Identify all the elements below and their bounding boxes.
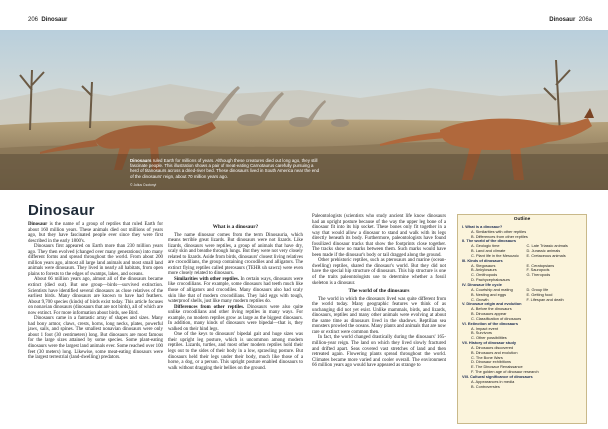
paragraph — [168, 305, 303, 333]
outline-item: B. Controversies — [471, 383, 500, 389]
subheading: Similarities with other reptiles. — [174, 276, 240, 282]
outline-item: A. Courtship and mating — [471, 286, 513, 292]
outline-item: C. Growth — [471, 296, 489, 302]
outline-item: D. Pachycephalosaurs — [471, 277, 510, 283]
paragraph: About 66 million years ago, almost all of the dinosaurs became extinct (died out). But one group—birds—survived extinction. Scientists have identified several dinosaurs as close relatives of the earliest birds. Many dinosaurs are known to have had feathers. About 9,700 species (kinds) of birds exist today. This article focuses on nonavian dinosaurs (dinosaurs that are not birds), all of which are now extinct. For more information about birds, see Bird. — [28, 277, 163, 316]
outline-item: D. Jurassic animals — [526, 248, 561, 254]
outline-section: VIII. Cultural significance of dinosaurs — [462, 374, 533, 379]
illustration-caption — [130, 158, 320, 179]
paragraph: Paleontologists (scientists who study ancient life know dinosaurs had an upright posture because of the way the upper leg bone of a dinosaur fit into its hip socket. These bones only fit together in a way that would allow a dinosaur to stand and walk with its legs directly beneath its body. Furthermore, paleontologists have found fossilized dinosaur tracks that show the footprints close together. The tracks show no marks between them. Such marks would have been made if the dinosaur's body or tail dragged along the ground. — [312, 214, 446, 258]
article-title: Dinosaur — [28, 202, 95, 219]
outline-item: A. Dinosaurs discovered — [471, 344, 514, 350]
outline-section: V. Dinosaur origin and evolution — [462, 301, 522, 307]
section-heading: The world of the dinosaurs — [348, 288, 410, 295]
outline-item: B. Dinosaurs and evolution — [471, 349, 518, 355]
paragraph: Dinosaurs came in a fantastic array of shapes and sizes. Many had bony armor, claws, crests, horns, long necks, plates, powerful jaws, sails, and spines. The smallest nonavian dinosaurs were only about 1 foot (30 centimeters) long. But dinosaurs are most famous for the large sizes attained by some species. Some plant-eating dinosaurs were the largest land animals ever. Some reached over 100 feet (30 meters) long. Likewise, some meat-eating dinosaurs were the largest terrestrial (land-dwelling) predators. — [28, 316, 163, 361]
outline-item: C. Late Triassic animals — [526, 243, 568, 249]
right-page-number: 206a — [578, 17, 592, 23]
left-header — [28, 17, 67, 23]
outline-item: C. Ornithopods — [471, 272, 498, 278]
outline-item: F. Sauropods — [526, 267, 550, 273]
paragraph-text: In certain ways, dinosaurs were like crocodilians. For example, some dinosaurs had teeth much like those of alligators and crocodiles. Many dinosaurs also had scaly skin like that of modern crocodilians. They laid eggs with tough, waterproof shells, just like many modern reptiles do. — [168, 276, 303, 305]
outline-item: A. Similarities with other reptiles — [471, 228, 527, 234]
outline-item: E. Ceratopsians — [526, 262, 555, 268]
right-header — [549, 17, 592, 23]
paragraph: In fact, the world changed drastically during the dinosaurs' 165-million-year reign. The land on which they lived slowly fractured and drifted apart. Seas covered vast stretches of land and then retreated again. Flowering plants spread throughout the world. Climates became more varied and cooler overall. The environment 66 million years ago would have appeared as strange to — [312, 335, 446, 369]
outline-item: F. The golden age of dinosaur research — [471, 369, 539, 375]
outline-item: B. Survivors — [471, 330, 492, 336]
paragraph: Dinosaurs first appeared on Earth more than 230 million years ago. They then evolved (changed over many generations) into many different forms and spread throughout the world. From about 200 million years ago, almost all large land animals and most small land animals were dinosaurs. They lived in nearly all habitats, from open plains to forests to the edges of swamps, lakes, and oceans. — [28, 244, 163, 277]
paragraph: One of the keys to dinosaurs' bipedal gait and huge sizes was their upright leg posture, which is uncommon among modern reptiles. Lizards, turtles, and most other modern reptiles hold their legs out to the sides of their body in a low, sprawling posture. But dinosaurs held their legs under their body, much like those of a horse, a dog, or a person. This upright posture enabled dinosaurs to walk without dragging their bellies on the ground. — [168, 332, 303, 371]
outline-item: A. Geologic time — [471, 243, 500, 249]
page-header — [0, 0, 608, 30]
text-column-1 — [28, 222, 163, 361]
section-heading: What is a dinosaur? — [212, 224, 259, 230]
text-column-3 — [312, 214, 446, 369]
outline-item: C. Other possibilities — [471, 335, 507, 341]
outline-list — [462, 225, 582, 390]
caption-lead: Dinosaurs — [130, 158, 152, 163]
left-running-title: Dinosaur — [41, 17, 68, 23]
outline-item: D. Dinosaur exhibitions — [471, 359, 512, 365]
outline-section: I. What is a dinosaur? — [462, 223, 503, 229]
paragraph-text: is the name of a group of reptiles that ruled Earth for about 160 million years. These animals died out millions of years ago, but they have fascinated people ever since they were first described in the early 1800's. — [28, 222, 163, 244]
text-column-2 — [168, 222, 303, 371]
paragraph — [28, 222, 163, 244]
outline-item: A. Before the dinosaurs — [471, 306, 512, 312]
right-running-title: Dinosaur — [549, 17, 576, 23]
outline-item: G. Theropods — [526, 272, 551, 278]
outline-item: B. Dinosaurs appear — [471, 311, 507, 317]
outline-item: C. The Bone Wars — [471, 354, 503, 360]
outline-item: E. Getting food — [526, 291, 553, 297]
outline-section: III. Kinds of dinosaurs — [462, 257, 503, 263]
outline-item: A. Stegosaurs — [471, 262, 496, 268]
left-page-number: 206 — [28, 17, 39, 23]
image-credit: © Julius Csotonyi — [130, 183, 157, 187]
outline-section: II. The world of the dinosaurs — [462, 238, 517, 244]
paragraph: The world in which the dinosaurs lived was quite different from the world today. Many geographic features we think of as unchanging did not yet exist. Unlike mammals, birds, and lizards, dinosaurs, reptiles and many other animals were evolving at about the same time as dinosaurs lived in the shadows. Reptilian sea monsters prowled the oceans. Many plants and animals that are now rare or extinct were common then. — [312, 296, 446, 335]
paragraph: The name dinosaur comes from the term Dinosauria, which means terrible great lizards. But dinosaurs were not lizards. Like lizards, dinosaurs were reptiles, a group of animals that have dry, scaly skin and breathe through lungs. But they were not very closely related to lizards. Aside from birds, dinosaurs' closest living relatives are crocodilians, the group containing crocodiles and alligators. The extinct flying reptiles called pterosaurs (TEHR uh sawrz) were even more closely related to dinosaurs. — [168, 232, 303, 277]
outline-item: B. Differences from other reptiles — [471, 233, 528, 239]
outline-item: C. Classification of dinosaurs — [471, 315, 522, 321]
outline-section: VI. Extinction of the dinosaurs — [462, 320, 518, 326]
paragraph: Other prehistoric reptiles, such as pterosaurs and marine (ocean-dwelling) reptiles, shared the dinosaur's world. But they did not have the special hip structure of dinosaurs. This hip structure is one of the traits paleontologists use to determine whether a fossil skeleton is a dinosaur. — [312, 258, 446, 286]
outline-heading: Outline — [513, 217, 531, 222]
lead-term: Dinosaur — [28, 222, 48, 227]
outline-item: E. The Dinosaur Renaissance — [471, 364, 523, 370]
outline-item — [527, 278, 583, 283]
outline-item: C. Plant life in the Mesozoic — [471, 252, 520, 258]
subheading: Differences from other reptiles. — [174, 304, 245, 310]
outline-item: B. Land and climate — [471, 248, 506, 254]
paragraph — [168, 277, 303, 305]
outline-item: B. Nesting and eggs — [471, 291, 507, 297]
outline-item: B. Ankylosaurs — [471, 267, 497, 273]
outline-item: A. Impact event — [471, 325, 499, 331]
outline-item: A. Appearances in media — [471, 378, 515, 384]
caption-text: ruled Earth for millions of years. Although these creatures died out long ago, they still fascinate people. This illustration shows a pair of meat-eating Carnotaurus carefully pursuing a herd of titanosaurs across a dried-river bed. These dinosaurs lived in South America near the end of the dinosaurs' reign, about 70 million years ago. — [130, 158, 320, 179]
outline-section: IV. Dinosaur life cycle — [462, 281, 502, 287]
outline-item: F. Lifespan and death — [526, 296, 564, 302]
outline-item: E. Cretaceous animals — [526, 252, 566, 258]
outline-section: VII. History of dinosaur study — [462, 340, 517, 346]
paragraph-text: Dinosaurs were also quite unlike crocodilians and other living reptiles in many ways. For example, no modern reptiles grow as large as the biggest dinosaurs. In addition, many kinds of dinosaurs were bipedal—that is, they walked on their hind legs. — [168, 304, 303, 332]
outline-item: D. Group life — [526, 286, 549, 292]
article-outline — [457, 214, 587, 424]
